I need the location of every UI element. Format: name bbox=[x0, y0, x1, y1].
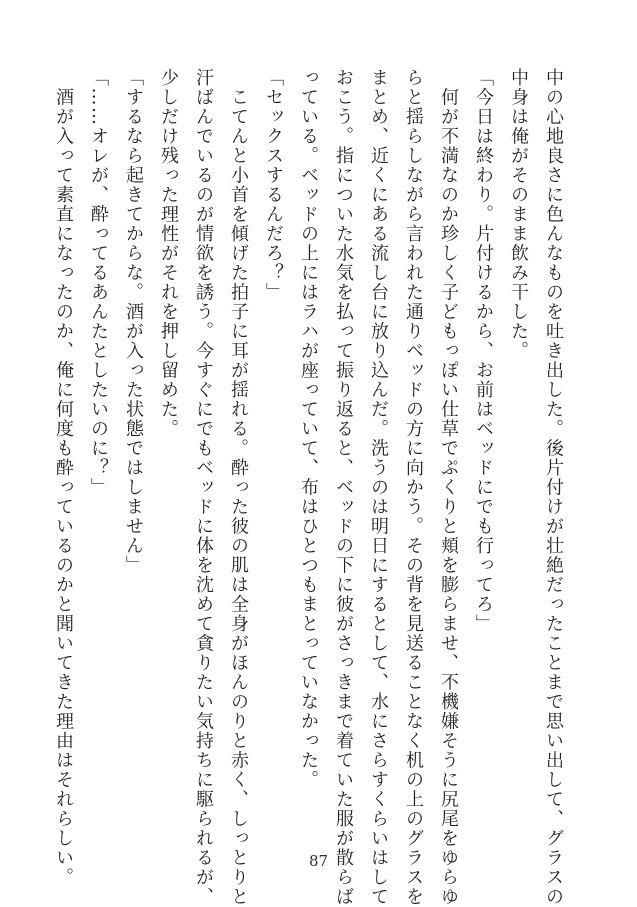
text-line: らと揺らしながら言われた通りベッドの方に向かう。その背を見送ることなく机の上のグラスを bbox=[403, 68, 424, 907]
page-number: 87 bbox=[308, 852, 329, 870]
text-line: まとめ、近くにある流し台に放り込んだ。洗うのは明日にするとして、水にさらすくらいはして bbox=[368, 68, 389, 907]
text-line: おこう。指についた水気を払って振り返ると、ベッドの下に彼がさっきまで着ていた服が散らば bbox=[333, 68, 354, 907]
text-line: 「……オレが、酔ってるあんたとしたいのに？」 bbox=[88, 68, 109, 497]
text-line: 中身は俺がそのまま飲み干した。 bbox=[508, 68, 529, 361]
text-line: 「今日は終わり。片付けるから、お前はベッドにでも行ってろ」 bbox=[473, 68, 494, 634]
text-line: こてんと小首を傾げた拍子に耳が揺れる。酔った彼の肌は全身がほんのりと赤く、しっとりと bbox=[228, 68, 249, 907]
text-line: 何が不満なのか珍しく子どもっぽい仕草でぷくりと頬を膨らませ、不機嫌そうに尻尾をゆらゆ bbox=[438, 68, 459, 907]
text-line: 中の心地良さに色んなものを吐き出した。後片付けが壮絶だったことまで思い出して、グラスの bbox=[543, 68, 564, 907]
text-line: 「するなら起きてからな。酒が入った状態ではしません」 bbox=[123, 68, 144, 575]
text-line: 酒が入って素直になったのか、俺に何度も酔っているのかと聞いてきた理由はそれらしい。 bbox=[53, 68, 74, 887]
text-line: 汗ばんでいるのが情欲を誘う。今すぐにでもベッドに体を沈めて貪りたい気持ちに駆られるが、 bbox=[193, 68, 214, 907]
text-line: 少しだけ残った理性がそれを押し留めた。 bbox=[158, 68, 179, 439]
text-line: 「セックスするんだろ？」 bbox=[263, 68, 284, 302]
text-line: っている。ベッドの上にはラハが座っていて、布はひとつもまとっていなかった。 bbox=[298, 68, 319, 790]
